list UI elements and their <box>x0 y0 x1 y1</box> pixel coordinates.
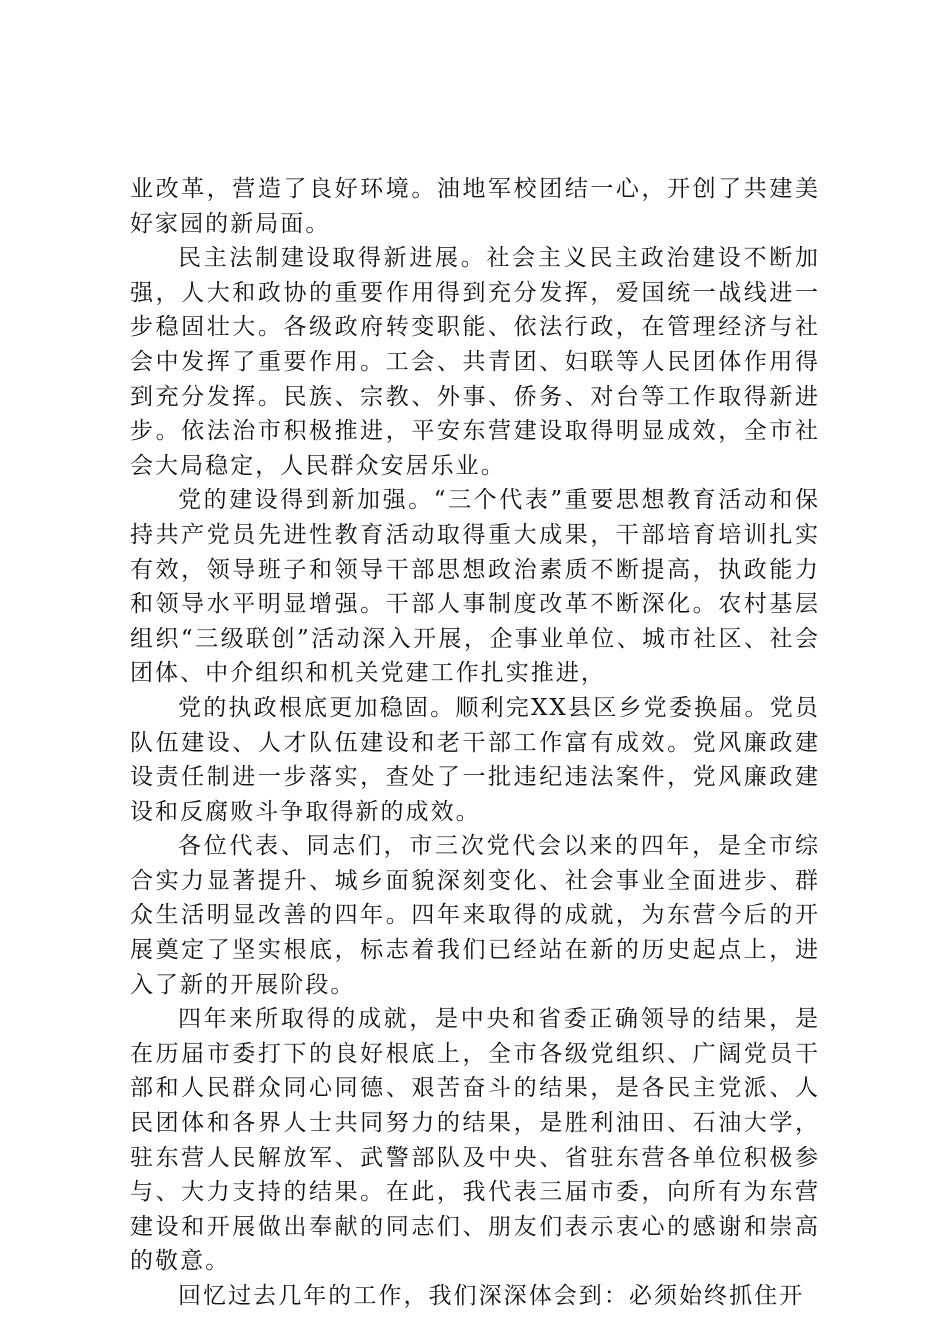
paragraph-party-building: 党的建设得到新加强。“三个代表”重要思想教育活动和保持共产党员先进性教育活动取得重大成果，干部培育培训扎实有效，领导班子和领导干部思想政治素质不断提高，执政能力和领导水平明显增强。干部人事制度改革不断深化。农村基层组织“三级联创”活动深入开展，企事业单位、城市社区、社会团体、中介组织和机关党建工作扎实推进， <box>130 487 820 687</box>
paragraph-continuation: 业改革，营造了良好环境。油地军校团结一心，开创了共建美好家园的新局面。 <box>130 176 820 237</box>
paragraph-governing-foundation: 党的执政根底更加稳固。顺利完XX县区乡党委换届。党员队伍建设、人才队伍建设和老干部工作富有成效。党风廉政建设责任制进一步落实，查处了一批违纪违法案件，党风廉政建设和反腐败斗争取得新的成效。 <box>130 694 820 825</box>
document-body <box>130 172 820 1314</box>
paragraph-achievements-thanks: 四年来所取得的成就，是中央和省委正确领导的结果，是在历届市委打下的良好根底上，全市各级党组织、广阔党员干部和人民群众同心同德、艰苦奋斗的结果，是各民主党派、人民团体和各界人士共同努力的结果，是胜利油田、石油大学，驻东营人民解放军、武警部队及中央、省驻东营各单位积极参与、大力支持的结果。在此，我代表三届市委，向所有为东营建设和开展做出奉献的同志们、朋友们表示衷心的感谢和崇高的敬意。 <box>130 1006 820 1275</box>
paragraph-democracy-legal: 民主法制建设取得新进展。社会主义民主政治建设不断加强，人大和政协的重要作用得到充分发挥，爱国统一战线进一步稳固壮大。各级政府转变职能、依法行政，在管理经济与社会中发挥了重要作用。工会、共青团、妇联等人民团体作用得到充分发挥。民族、宗教、外事、侨务、对台等工作取得新进步。依法治市积极推进，平安东营建设取得明显成效，全市社会大局稳定，人民群众安居乐业。 <box>130 245 820 479</box>
paragraph-four-years: 各位代表、同志们，市三次党代会以来的四年，是全市综合实力显著提升、城乡面貌深刻变化、社会事业全面进步、群众生活明显改善的四年。四年来取得的成就，为东营今后的开展奠定了坚实根底，标志着我们已经站在新的历史起点上，进入了新的开展阶段。 <box>130 833 820 998</box>
paragraph-reflection: 回忆过去几年的工作，我们深深体会到：必须始终抓住开 <box>178 1283 805 1309</box>
